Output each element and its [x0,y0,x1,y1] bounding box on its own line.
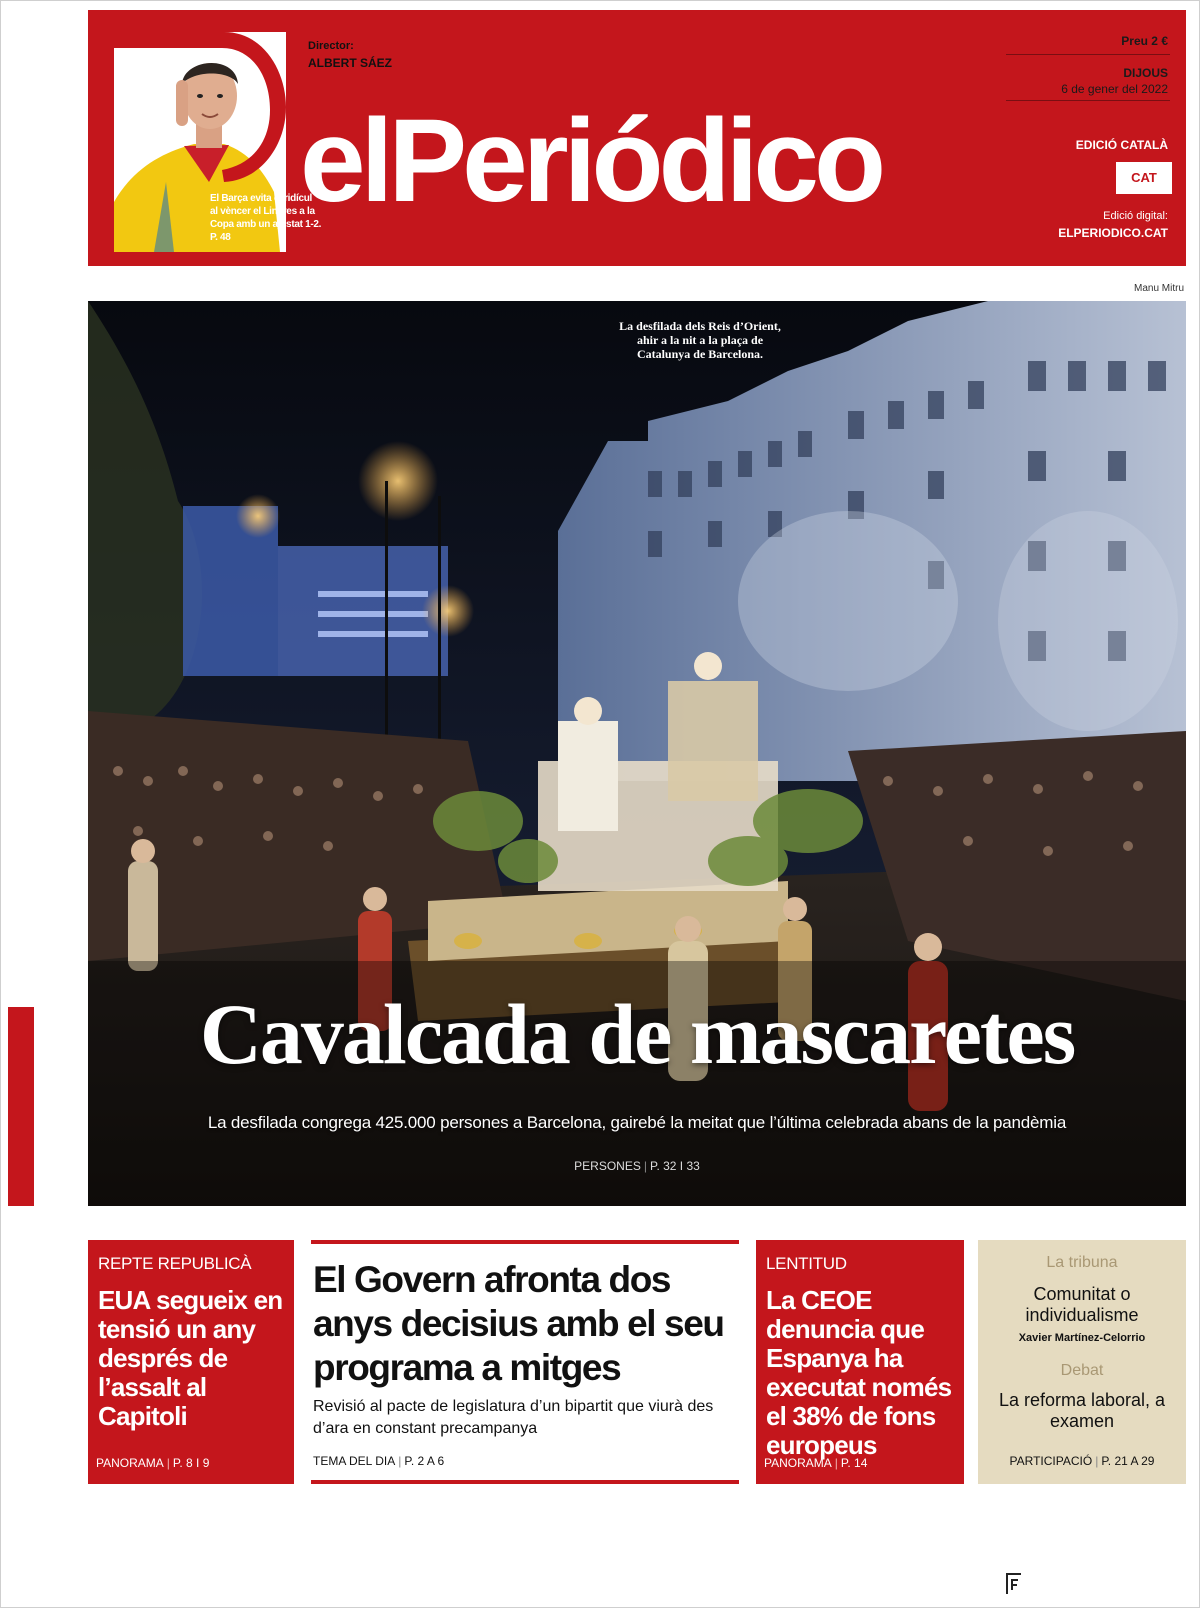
story-title[interactable]: La CEOE denuncia que Espanya ha executat només el 38% de fons europeus [766,1285,952,1460]
digital-edition-label: Edició digital: [1103,210,1168,222]
photo-credit: Manu Mitru [1133,283,1184,294]
main-story[interactable] [88,301,1186,1206]
f-corner-icon [1003,1570,1025,1596]
edition-cat-button[interactable]: CAT [1116,162,1172,194]
story-page-ref[interactable] [313,1454,444,1468]
page-numbers: P. 14 [840,1456,868,1470]
side-accent-bar [8,1007,34,1206]
story-box-govern[interactable] [311,1240,739,1484]
director-name: ALBERT SÁEZ [308,56,392,70]
website-link[interactable]: ELPERIODICO.CAT [1058,226,1168,240]
debate-label: Debat [1060,1362,1104,1379]
main-headline[interactable]: Cavalcada de mascaretes [199,986,1075,1082]
story-subtitle: Revisió al pacte de legislatura d’un bipartit que viurà des d’ara en constant precampanya [313,1398,714,1437]
masthead [88,10,1186,266]
page-numbers: P. 8 I 9 [172,1456,210,1470]
story-kicker: REPTE REPUBLICÀ [98,1254,252,1273]
story-box-usa[interactable] [88,1240,294,1484]
edition-label: EDICIÓ CATALÀ [1075,138,1168,152]
director-label: Director: [308,40,354,52]
separator: | [1095,1454,1099,1468]
photo-caption: La desfilada dels Reis d’Orient, ahir a la nit a la plaça de Catalunya de Barcelona. [619,319,781,361]
story-page-ref[interactable] [96,1456,209,1470]
tribuna-label: La tribuna [1046,1254,1118,1271]
price: Preu 2 € [1121,34,1168,48]
debate-title[interactable]: La reforma laboral, a examen [998,1390,1166,1431]
issue-date: 6 de gener del 2022 [1061,82,1168,96]
page-numbers: P. 21 A 29 [1101,1454,1155,1468]
story-title[interactable]: EUA segueix en tensió un any després de l’assalt al Capitoli [98,1285,283,1431]
page-numbers: P. 2 A 6 [404,1454,445,1468]
weekday: DIJOUS [1123,66,1168,80]
separator: | [166,1456,170,1470]
story-page-ref[interactable] [764,1456,867,1470]
separator: | [834,1456,838,1470]
main-subheadline: La desfilada congrega 425.000 persones a Barcelona, gairebé la meitat que l’última celebrada abans de la pandèmia [207,1113,1067,1132]
story-title[interactable]: El Govern afronta dos anys decisius amb el seu programa a mitges [313,1259,724,1388]
divider [1006,100,1170,101]
section-label: PANORAMA [96,1456,164,1470]
opinion-box[interactable] [978,1240,1186,1484]
main-story-page-ref[interactable] [88,1159,1186,1173]
section-label: PARTICIPACIÓ [1009,1454,1093,1468]
tribuna-title[interactable]: Comunitat o individualisme [1025,1284,1139,1325]
story-box-ceoe[interactable] [756,1240,964,1484]
separator: | [643,1159,647,1173]
separator: | [398,1454,402,1468]
story-kicker: LENTITUD [766,1254,847,1273]
section-label: TEMA DEL DIA [313,1454,396,1468]
section-label: PERSONES [574,1159,641,1173]
section-label: PANORAMA [764,1456,832,1470]
promo-text: El Barça evita el ridícul al vèncer el Linares a la Copa amb un ajustat 1-2. P. 48 [210,193,322,243]
tribuna-author: Xavier Martínez-Celorrio [1018,1332,1146,1344]
divider [1006,54,1170,55]
page-numbers: P. 32 I 33 [649,1159,700,1173]
opinion-page-ref[interactable] [978,1454,1186,1468]
newspaper-logo[interactable]: elPeriódico [300,95,882,227]
sports-promo[interactable] [114,32,322,252]
